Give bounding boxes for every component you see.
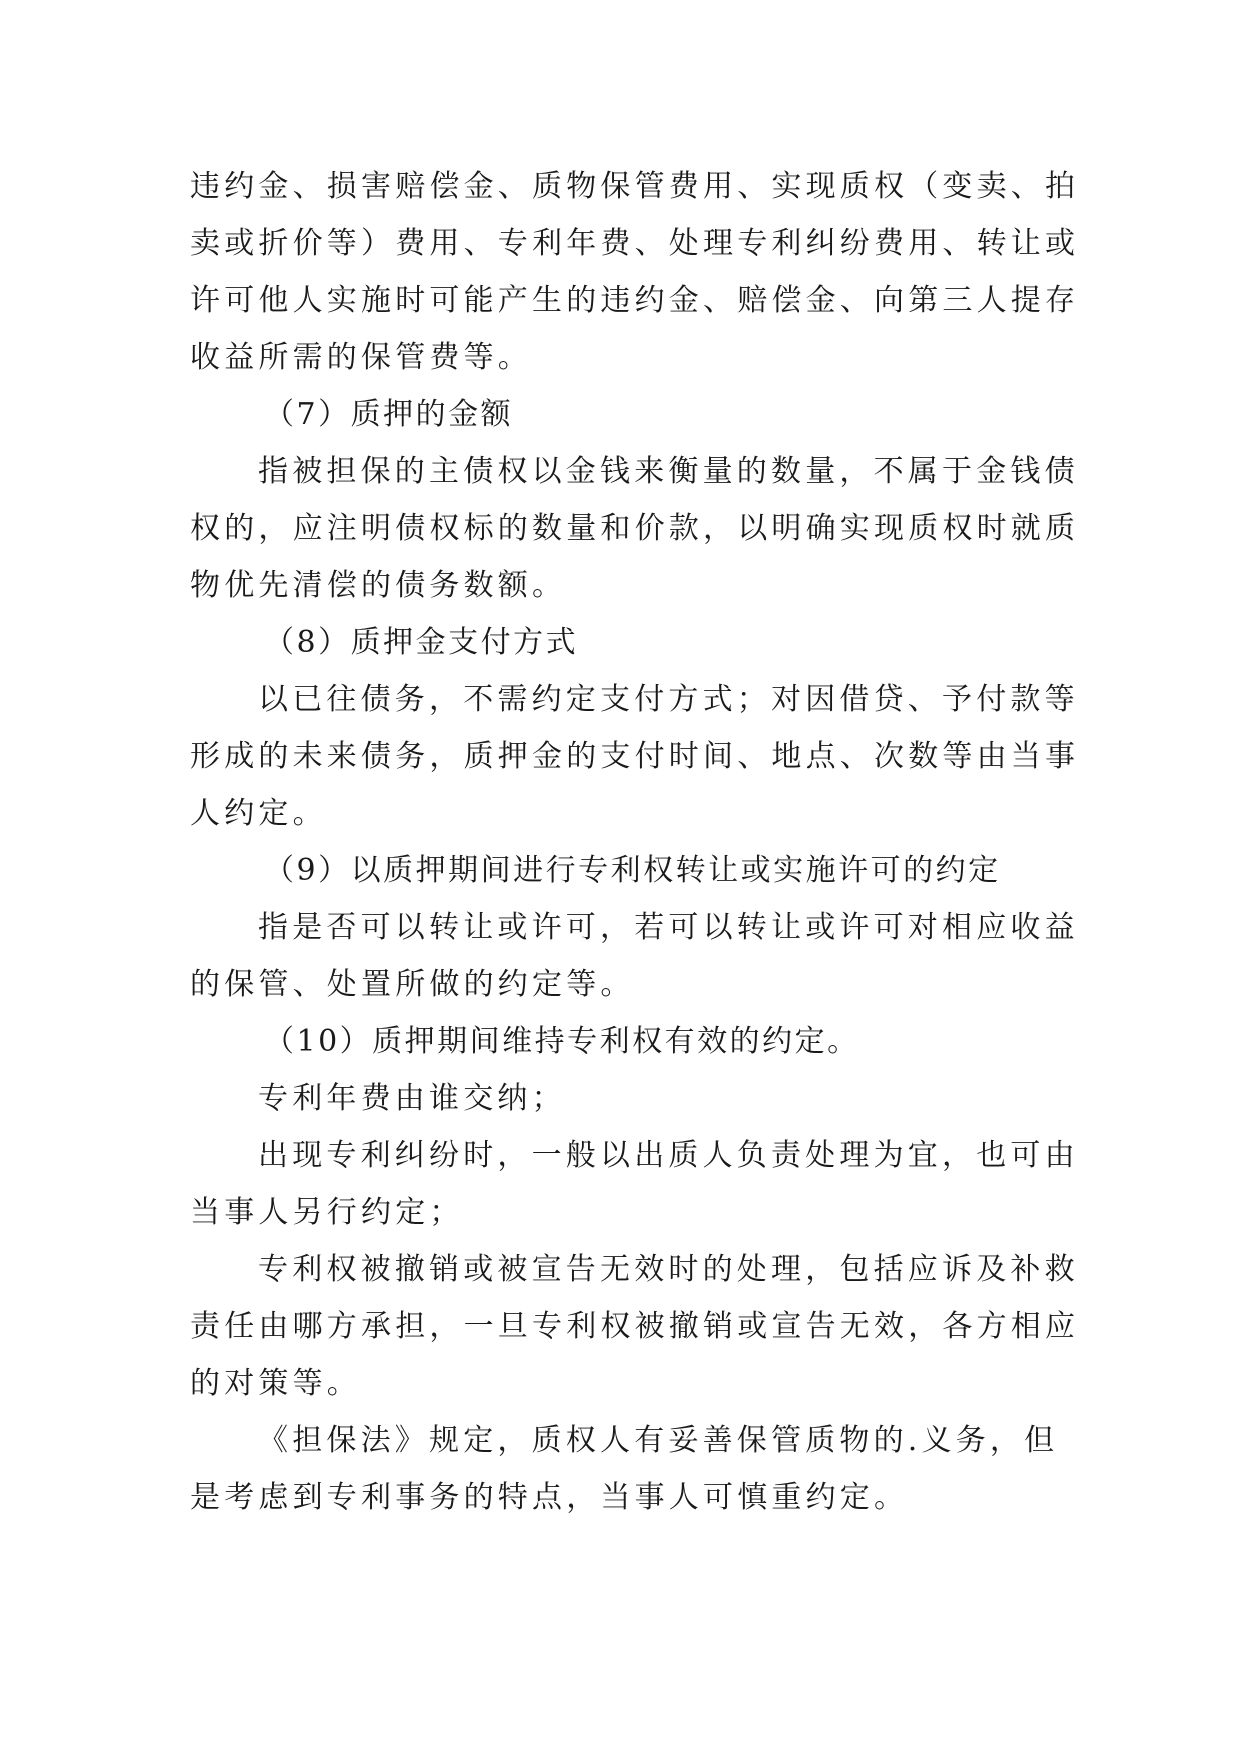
text-line: 责任由哪方承担，一旦专利权被撤销或宣告无效，各方相应 bbox=[190, 1309, 1080, 1344]
text-line: 人约定。 bbox=[190, 796, 327, 831]
text-line: 指是否可以转让或许可，若可以转让或许可对相应收益 bbox=[258, 910, 1079, 945]
text-line: 指被担保的主债权以金钱来衡量的数量，不属于金钱债 bbox=[258, 454, 1079, 489]
text-line: 的对策等。 bbox=[190, 1366, 361, 1401]
text-line: 以已往债务，不需约定支付方式；对因借贷、予付款等 bbox=[258, 682, 1079, 717]
section-heading: （8）质押金支付方式 bbox=[264, 625, 579, 660]
text-line: 形成的未来债务，质押金的支付时间、地点、次数等由当事 bbox=[190, 739, 1080, 774]
section-heading: （9）以质押期间进行专利权转让或实施许可的约定 bbox=[264, 853, 1001, 888]
text-line: 专利权被撤销或被宣告无效时的处理，包括应诉及补救 bbox=[258, 1252, 1079, 1287]
text-line: 是考虑到专利事务的特点，当事人可慎重约定。 bbox=[190, 1480, 909, 1515]
text-line: 当事人另行约定； bbox=[190, 1195, 464, 1230]
text-line: 的保管、处置所做的约定等。 bbox=[190, 967, 635, 1002]
text-line: 权的，应注明债权标的数量和价款，以明确实现质权时就质 bbox=[190, 511, 1080, 546]
text-line: 收益所需的保管费等。 bbox=[190, 340, 532, 375]
text-line: 《担保法》规定，质权人有妥善保管质物的.义务，但 bbox=[258, 1423, 1059, 1458]
text-line: 物优先清偿的债务数额。 bbox=[190, 568, 567, 603]
text-line: 卖或折价等）费用、专利年费、处理专利纠纷费用、转让或 bbox=[190, 226, 1080, 261]
text-line: 专利年费由谁交纳； bbox=[258, 1081, 566, 1116]
text-line: 违约金、损害赔偿金、质物保管费用、实现质权（变卖、拍 bbox=[190, 169, 1080, 204]
section-heading: （10）质押期间维持专利权有效的约定。 bbox=[264, 1024, 860, 1059]
text-line: 许可他人实施时可能产生的违约金、赔偿金、向第三人提存 bbox=[190, 283, 1080, 318]
section-heading: （7）质押的金额 bbox=[264, 397, 514, 432]
text-line: 出现专利纠纷时，一般以出质人负责处理为宜，也可由 bbox=[258, 1138, 1079, 1173]
